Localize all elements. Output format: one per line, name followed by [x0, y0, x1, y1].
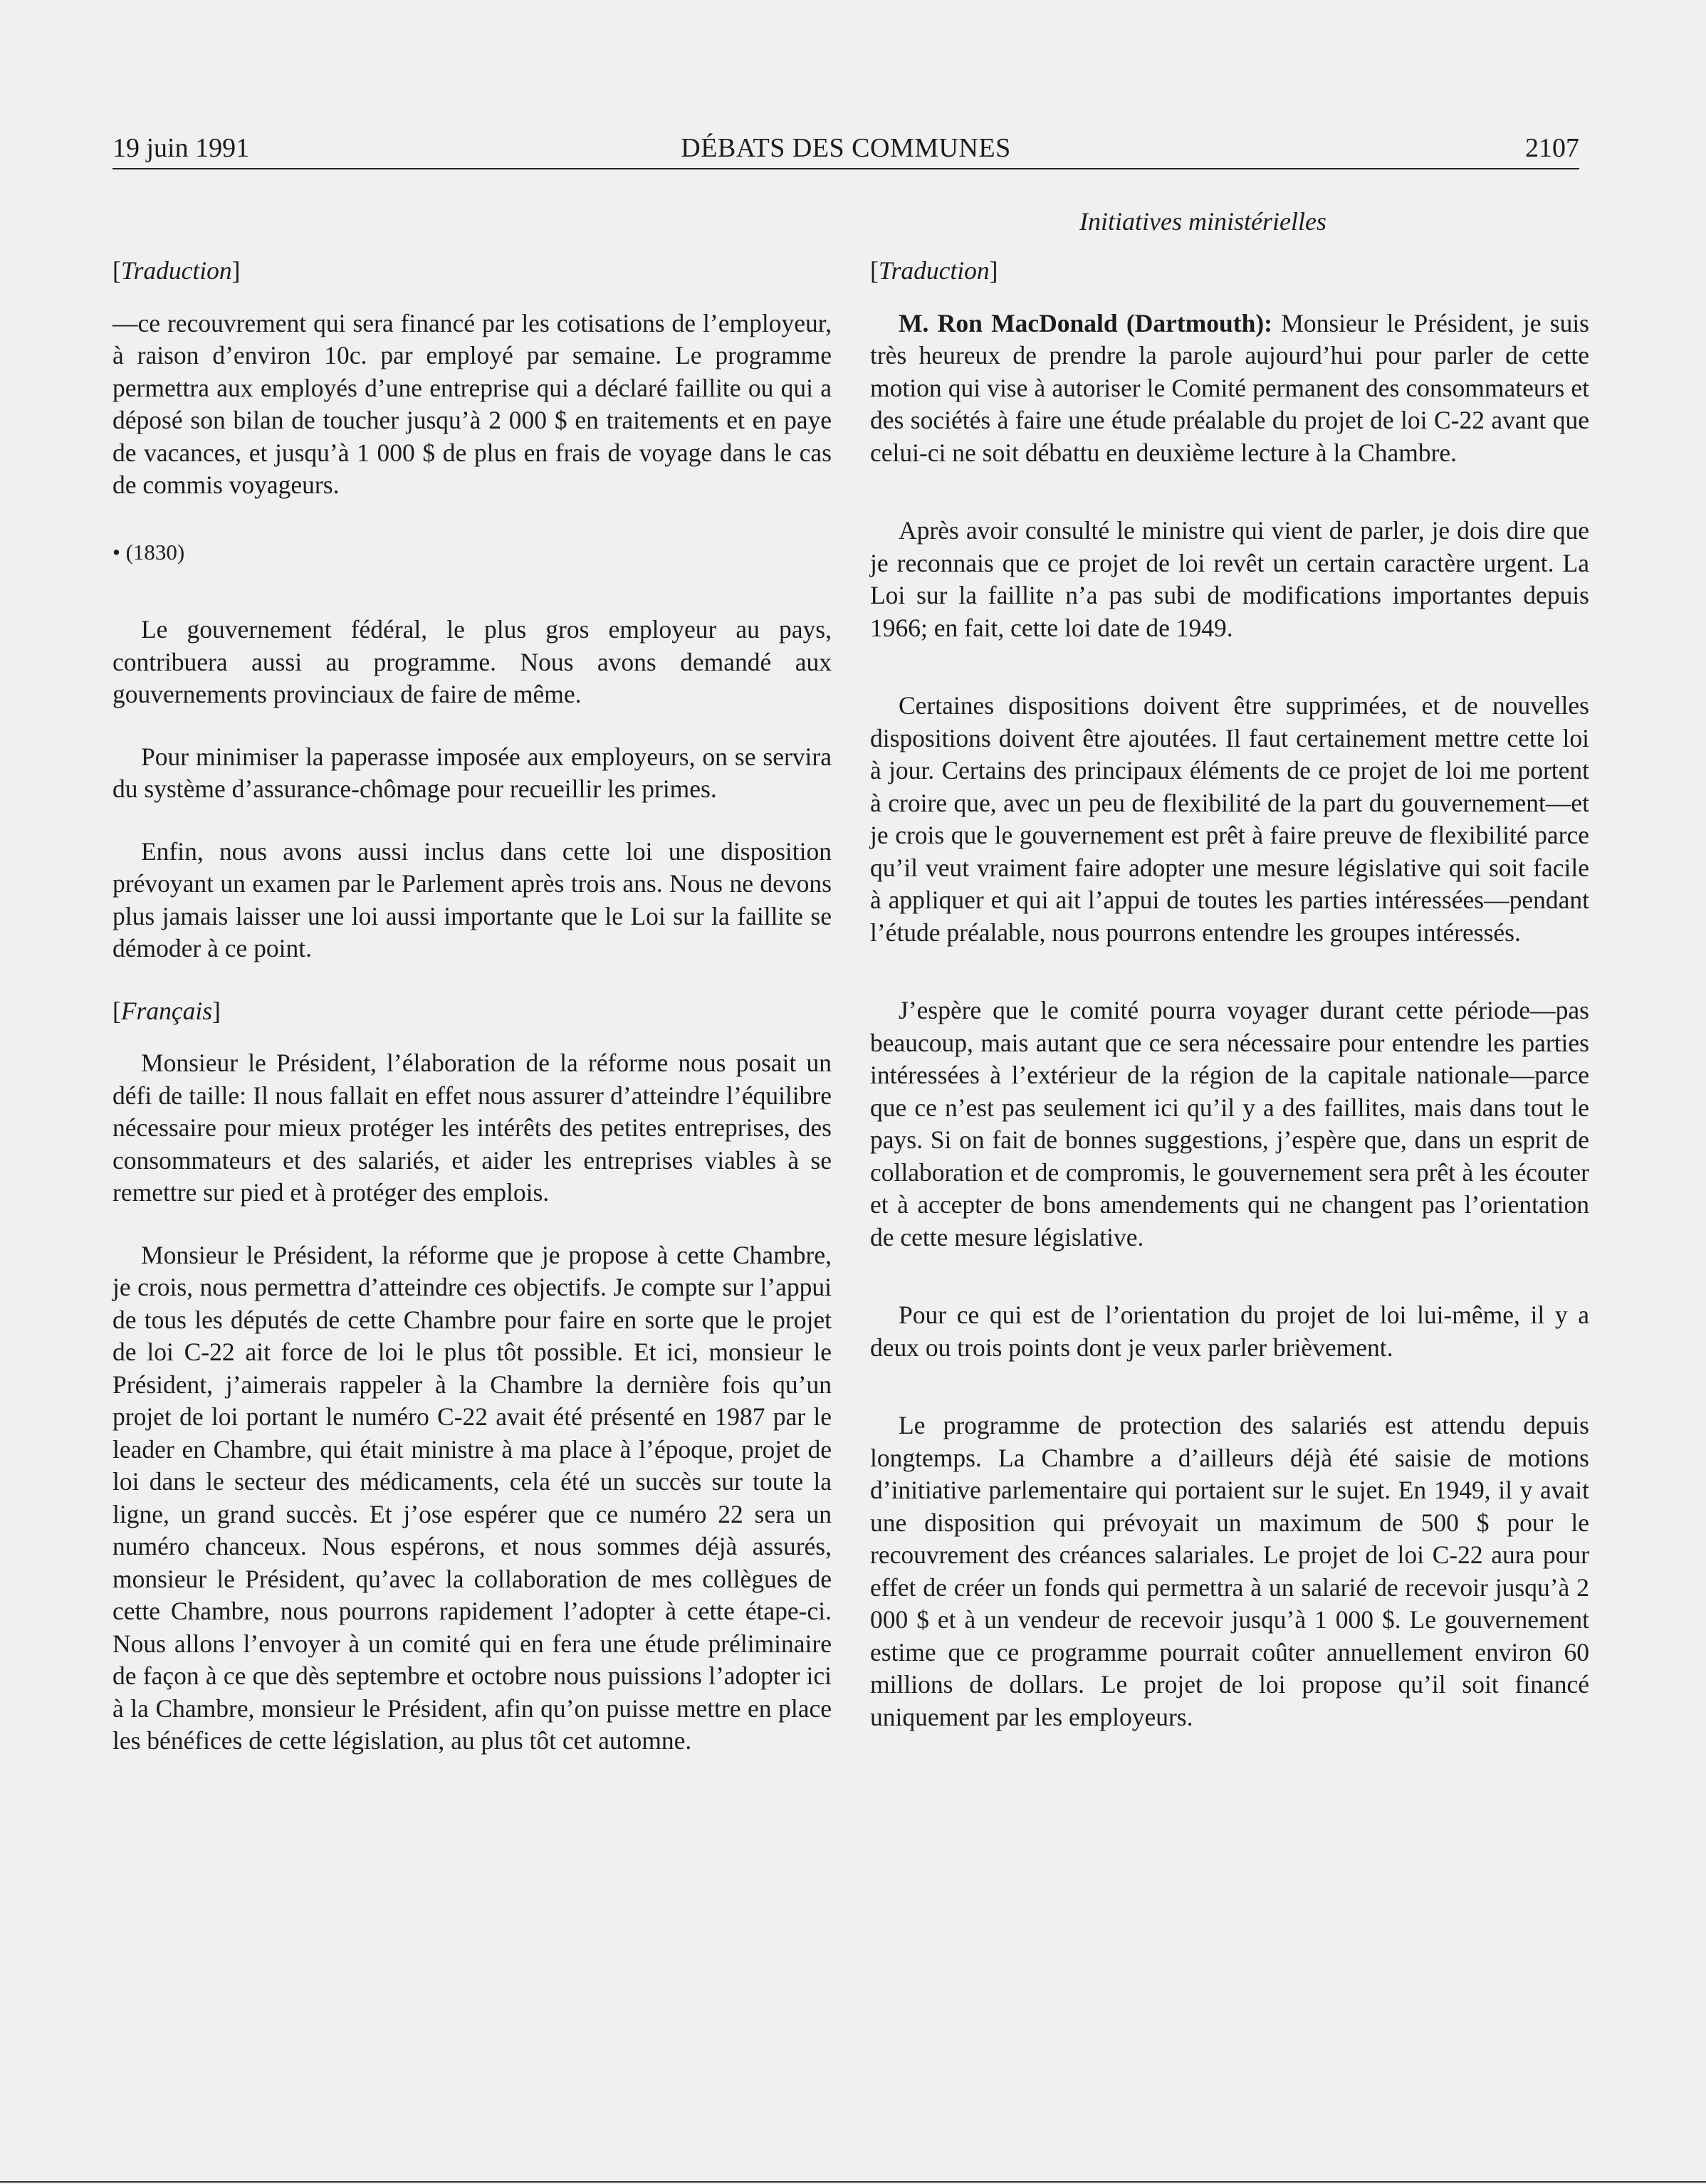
language-tag-traduction: [Traduction]	[112, 256, 241, 285]
paragraph: Enfin, nous avons aussi inclus dans cette loi une disposition prévoyant un examen par le Parlement après trois ans. Nous ne devons plus jamais laisser une loi aussi importante que le Loi sur la faillite se démoder à ce point.	[112, 836, 832, 962]
header-page-number: 2107	[1525, 133, 1579, 163]
speech-paragraph	[870, 308, 1589, 470]
speaker-name: M. Ron MacDonald (Dartmouth):	[899, 308, 1272, 337]
paragraph: Certaines dispositions doivent être supprimées, et de nouvelles dispositions doivent être ajoutées. Il faut certainement mettre cette loi à jour. Certains des principaux éléments de ce projet de loi me portent à croire que, avec un peu de flexibilité de la part du gouvernement—et je crois que le gouvernement est prêt à faire preuve de flexibilité parce qu’il veut vraiment faire adopter une mesure législative qui soit facile à appliquer et qui ait l’appui de toutes les parties intéressées—pendant l’étude préalable, nous pourrons entendre les groupes intéressés.	[870, 691, 1589, 947]
paragraph: Pour ce qui est de l’orientation du projet de loi lui-même, il y a deux ou trois points dont je veux parler brièvement.	[870, 1301, 1589, 1362]
language-tag-text: Traduction	[878, 256, 990, 285]
paragraph: Après avoir consulté le ministre qui vient de parler, je dois dire que je reconnais que ce projet de loi revêt un certain caractère urgent. La Loi sur la faillite n’a pas subi de modifications importantes depuis 1966; en fait, cette loi date de 1949.	[870, 516, 1589, 642]
paragraph: Le programme de protection des salariés est attendu depuis longtemps. La Chambre a d’ailleurs déjà été saisie de motions d’initiative parlementaire qui portaient sur le sujet. En 1949, il y avait une disposition qui prévoyait un maximum de 500 $ pour le recouvrement des créances salariales. Le projet de loi C-22 aura pour effet de créer un fonds qui permettra à un salarié de recevoir jusqu’à 2 000 $ et à un vendeur de recevoir jusqu’à 1 000 $. Le gouvernement estime que ce programme pourrait coûter annuellement environ 60 millions de dollars. Le projet de loi propose qu’il soit financé uniquement par les employeurs.	[870, 1411, 1589, 1731]
left-column	[112, 255, 832, 1758]
language-tag-traduction: [Traduction]	[870, 256, 998, 285]
paragraph: Le gouvernement fédéral, le plus gros employeur au pays, contribuera aussi au programme. Nous avons demandé aux gouvernements provinciaux de faire de même.	[112, 615, 832, 708]
language-tag-text: Traduction	[120, 256, 232, 285]
header-date: 19 juin 1991	[112, 133, 250, 163]
scan-edge-line	[0, 2181, 1706, 2183]
paragraph: Monsieur le Président, la réforme que je propose à cette Chambre, je crois, nous permettra d’atteindre ces objectifs. Je compte sur l’appui de tous les députés de cette Chambre pour faire en sorte que le projet de loi C-22 ait force de loi le plus tôt possible. Et ici, monsieur le Président, j’aimerais rappeler à la Chambre la dernière fois qu’un projet de loi portant le numéro C-22 avait été présenté en 1987 par le leader en Chambre, qui était ministre à ma place à l’époque, projet de loi dans le secteur des médicaments, cela été un succès sur toute la ligne, un grand succès. Et j’ose espérer que ce numéro 22 sera un numéro chanceux. Nous espérons, et nous sommes déjà assurés, monsieur le Président, qu’avec la collaboration de mes collègues de cette Chambre, nous pourrons rapidement l’adopter à cette étape-ci. Nous allons l’envoyer à un comité qui en fera une étude préliminaire de façon à ce que dès septembre et octobre nous puissions l’adopter ici à la Chambre, monsieur le Président, afin qu’on puisse mettre en place les bénéfices de cette législation, au plus tôt cet automne.	[112, 1240, 832, 1755]
paragraph: J’espère que le comité pourra voyager durant cette période—pas beaucoup, mais autant que ce sera nécessaire pour entendre les parties intéressées à l’extérieur de la région de la capitale nationale—parce que ce n’est pas seulement ici qu’il y a des faillites, mais dans tout le pays. Si on fait de bonnes suggestions, j’espère que, dans un esprit de collaboration et de compromis, le gouvernement sera prêt à les écouter et à accepter de bons amendements qui ne changent pas l’orientation de cette mesure législative.	[870, 996, 1589, 1251]
paragraph-text: Monsieur le Président, je suis très heureux de prendre la parole aujourd’hui pour parler de cette motion qui vise à autoriser le Comité permanent des consommateurs et des sociétés à faire une étude préalable du projet de loi C-22 avant que celui-ci ne soit débattu en deuxième lecture à la Chambre.	[870, 308, 1589, 467]
language-tag-text: Français	[120, 996, 213, 1025]
paragraph: —ce recouvrement qui sera financé par les cotisations de l’employeur, à raison d’environ 10c. par employé par semaine. Le programme permettra aux employés d’une entreprise qui a déclaré faillite ou qui a déposé son bilan de toucher jusqu’à 2 000 $ en traitements et en paye de vacances, et jusqu’à 1 000 $ de plus en frais de voyage dans le cas de commis voyageurs.	[112, 308, 832, 499]
paragraph: Monsieur le Président, l’élaboration de la réforme nous posait un défi de taille: Il nous fallait en effet nous assurer d’atteindre l’équilibre nécessaire pour mieux protéger les intérêts des petites entreprises, des consommateurs et des salariés, et aider les entreprises viables à se remettre sur pied et à protéger des emplois.	[112, 1049, 832, 1207]
paragraph: Pour minimiser la paperasse imposée aux employeurs, on se servira du système d’assurance-chômage pour recueillir les primes.	[112, 742, 832, 803]
right-column	[870, 255, 1589, 1733]
page-header	[112, 132, 1579, 169]
section-label: Initiatives ministérielles	[1079, 207, 1326, 236]
time-marker: • (1830)	[112, 539, 185, 565]
header-title: DÉBATS DES COMMUNES	[681, 133, 1011, 163]
language-tag-francais: [Français]	[112, 996, 221, 1025]
